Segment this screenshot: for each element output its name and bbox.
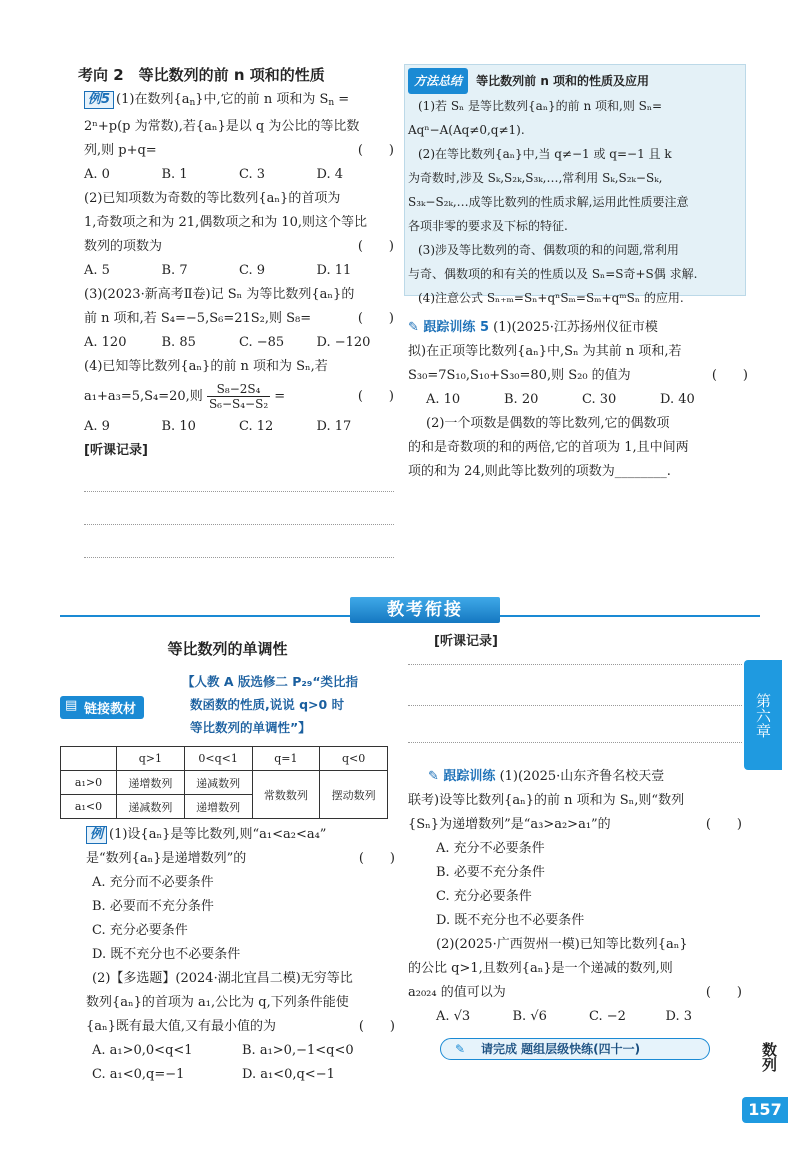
method-tag: 方法总结 [408, 68, 468, 94]
track-label: ✎ 跟踪训练 [428, 769, 496, 784]
ex-q2-options-ab [86, 1039, 395, 1063]
answer-paren: ( ) [705, 817, 742, 832]
option-c: C. 30 [582, 392, 617, 407]
method-p3-l1: (3)涉及等比数列的奇、偶数项的和的问题,常利用 [418, 243, 679, 257]
method-p2-l2: 为奇数时,涉及 Sₖ,S₂ₖ,S₃ₖ,…,常利用 Sₖ,S₂ₖ−Sₖ, [408, 171, 663, 185]
note-line[interactable] [408, 664, 742, 665]
page-number: 157 [742, 1097, 788, 1123]
ex-tag: 例 [86, 826, 107, 844]
track-q1-line1: ✎ 跟踪训练 (1)(2025·山东齐鲁名校天壹 [428, 769, 665, 784]
ex-q1-opt-b: B. 必要而不充分条件 [92, 899, 214, 914]
lower-right-column [408, 630, 742, 1029]
track-q2-options [408, 1005, 742, 1029]
option-c: C. 12 [239, 419, 274, 434]
option-a: A. a₁>0,0<q<1 [92, 1043, 193, 1058]
track5-q1-options [408, 388, 748, 412]
pencil-icon: ✎ [455, 1042, 466, 1056]
ex5-q3-line2: 前 n 项和,若 S₄=−5,S₆=21S₂,则 S₈= ( ) [84, 307, 394, 331]
track5-q2-line2: 的和是奇数项的和的两倍,它的首项为 1,且中间两 [408, 440, 689, 455]
option-a: A. 10 [426, 392, 461, 407]
option-c: C. 3 [239, 167, 266, 182]
chapter-side-tab[interactable]: 第六章 [744, 660, 782, 770]
ex5-q4-options [84, 415, 394, 439]
ex5-q3-options [84, 331, 394, 355]
option-a: A. 5 [84, 263, 110, 278]
notes-label-right: [听课记录] [434, 634, 498, 649]
track5-q2-line1: (2)一个项数是偶数的等比数列,它的偶数项 [426, 416, 670, 431]
ex-block [60, 823, 395, 1087]
option-d: D. 3 [665, 1009, 692, 1024]
method-p2-l3: S₃ₖ−S₂ₖ,…成等比数列的性质求解,运用此性质要注意 [408, 195, 689, 209]
ex-q2-line2: 数列{aₙ}的首项为 a₁,公比为 q,下列条件能使 [86, 995, 349, 1010]
option-d: D. 4 [316, 167, 343, 182]
answer-paren: ( ) [358, 1019, 395, 1034]
subject-label: 数列 [760, 1042, 778, 1072]
track-q2-line3: a₂₀₂₄ 的值可以为 ( ) [408, 981, 742, 1005]
note-line[interactable] [408, 705, 742, 706]
ex-q1-opt-a: A. 充分而不必要条件 [92, 875, 214, 890]
option-a: A. 120 [84, 335, 127, 350]
ex5-q2-line1: (2)已知项数为奇数的等比数列{aₙ}的首项为 [84, 191, 341, 206]
table-row: a₁>0 递增数列 递减数列 常数数列 摆动数列 [61, 771, 388, 795]
note-line[interactable] [408, 742, 742, 743]
monotonic-table [60, 746, 388, 819]
option-b: B. 10 [161, 419, 196, 434]
answer-paren: ( ) [711, 368, 748, 383]
track5-q2-line3: 项的和为 24,则此等比数列的项数为________. [408, 464, 671, 479]
ex-q1-opt-d: D. 既不充分也不必要条件 [92, 947, 241, 962]
option-d: D. 17 [316, 419, 352, 434]
track-q1-opt-b: B. 必要不充分条件 [436, 865, 545, 880]
ex5-q1-options [84, 163, 394, 187]
left-column [78, 62, 394, 558]
link-textbook-label: ▤ 链接教材 [60, 696, 144, 719]
option-a: A. √3 [436, 1009, 471, 1024]
method-p4-l1: (4)注意公式 Sₙ₊ₘ=Sₙ+qⁿSₘ=Sₘ+qᵐSₙ 的应用. [418, 291, 684, 305]
answer-paren: ( ) [358, 851, 395, 866]
method-title: 等比数列前 n 项和的性质及应用 [476, 74, 650, 88]
banner-title: 教考衔接 [350, 597, 500, 623]
link-row [60, 670, 395, 738]
answer-paren: ( ) [357, 239, 394, 254]
method-p1-l2: Aqⁿ−A(Aq≠0,q≠1). [408, 123, 525, 137]
option-c: C. 9 [239, 263, 266, 278]
answer-paren: ( ) [705, 985, 742, 1000]
ex-q2-line3: {aₙ}既有最大值,又有最小值的为 ( ) [86, 1015, 395, 1039]
option-d: D. a₁<0,q<−1 [242, 1067, 335, 1082]
ex-q2-options-cd [86, 1063, 395, 1087]
ex5-q1-line2: 2ⁿ+p(p 为常数),若{aₙ}是以 q 为公比的等比数 [84, 119, 360, 134]
track-q2-line1: (2)(2025·广西贺州一模)已知等比数列{aₙ} [436, 937, 688, 952]
option-d: D. 40 [660, 392, 695, 407]
monotonic-title: 等比数列的单调性 [167, 640, 288, 658]
method-p3-l2: 与奇、偶数项的和有关的性质以及 Sₙ=S奇+S偶 求解. [408, 267, 698, 281]
section-title: 考向 2 等比数列的前 n 项和的性质 [78, 66, 325, 84]
ex-q1-opt-c: C. 充分必要条件 [92, 923, 188, 938]
answer-paren: ( ) [357, 389, 394, 404]
option-d: D. −120 [316, 335, 371, 350]
track-q1-opt-a: A. 充分不必要条件 [436, 841, 545, 856]
option-b: B. a₁>0,−1<q<0 [242, 1043, 354, 1058]
notes-label: [听课记录] [84, 443, 148, 458]
book-icon: ▤ [65, 698, 78, 713]
method-p2-l1: (2)在等比数列{aₙ}中,当 q≠−1 或 q=−1 且 k [418, 147, 672, 161]
method-p1-l1: (1)若 Sₙ 是等比数列{aₙ}的前 n 项和,则 Sₙ= [418, 99, 663, 113]
track5-q1-line2: 拟)在正项等比数列{aₙ}中,Sₙ 为其前 n 项和,若 [408, 344, 682, 359]
right-column [408, 68, 748, 484]
answer-paren: ( ) [357, 143, 394, 158]
option-b: B. √6 [512, 1009, 547, 1024]
ex-q1-line2: 是“数列{aₙ}是递增数列”的 ( ) [86, 847, 395, 871]
ex5-q2-line2: 1,奇数项之和为 21,偶数项之和为 10,则这个等比 [84, 215, 368, 230]
track-q1-opt-d: D. 既不充分也不必要条件 [436, 913, 585, 928]
option-c: C. −2 [589, 1009, 626, 1024]
track5-q1-line1: ✎ 跟踪训练 5 (1)(2025·江苏扬州仪征市模 [408, 320, 658, 335]
ex5-q4-fraction: $\frac{\text{S₈−2S₄}}{\text{S₆−S₄−S₂}}$ [208, 382, 269, 411]
track-q1-line2: 联考)设等比数列{aₙ}的前 n 项和为 Sₙ,则“数列 [408, 793, 685, 808]
section-banner [60, 597, 760, 625]
track5-q1-line3: S₃₀=7S₁₀,S₁₀+S₃₀=80,则 S₂₀ 的值为 ( ) [408, 364, 748, 388]
option-a: A. 9 [84, 419, 110, 434]
option-d: D. 11 [316, 263, 352, 278]
ex5-q3-line1: (3)(2023·新高考Ⅱ卷)记 Sₙ 为等比数列{aₙ}的 [84, 287, 355, 302]
ex5-q2-line3: 数列的项数为 ( ) [84, 235, 394, 259]
ex5-q4-line1: (4)已知等比数列{aₙ}的前 n 项和为 Sₙ,若 [84, 359, 328, 374]
ex5-q1-line3: 列,则 p+q= ( ) [84, 139, 394, 163]
option-b: B. 20 [504, 392, 539, 407]
ex5-q1-line1: 例5 (1)在数列$\{a_n\}$中,它的前 n 项和为 $S_n$ = [84, 88, 394, 115]
option-b: B. 1 [161, 167, 188, 182]
track-q1-line3: {Sₙ}为递增数列”是“a₃>a₂>a₁”的 ( ) [408, 813, 742, 837]
ex5-tag: 例5 [84, 91, 114, 109]
ex-q2-line1: (2)【多选题】(2024·湖北宜昌二模)无穷等比 [92, 971, 353, 986]
option-b: B. 85 [161, 335, 196, 350]
method-p2-l4: 各项非零的要求及下标的特征. [408, 219, 568, 233]
lower-left-column [60, 636, 395, 1087]
table-header-row: q>1 0<q<1 q=1 q<0 [61, 747, 388, 771]
note-line[interactable] [84, 524, 394, 525]
track-q2-line2: 的公比 q>1,且数列{aₙ}是一个递减的数列,则 [408, 961, 673, 976]
option-c: C. −85 [239, 335, 285, 350]
option-b: B. 7 [161, 263, 188, 278]
option-a: A. 0 [84, 167, 110, 182]
answer-paren: ( ) [357, 311, 394, 326]
ex5-q4-line2: a₁+a₃=5,S₄=20,则 $\frac{\text{S₈−2S₄}}{\text{S₆−S₄−S₂}}$ = ( ) [84, 379, 394, 415]
textbook-ref: 【人教 A 版选修二 P₂₉“类比指 数函数的性质,说说 q>0 时 等比数列的单调性”】 [182, 674, 359, 735]
option-c: C. a₁<0,q=−1 [92, 1067, 185, 1082]
ex5-q2-options [84, 259, 394, 283]
track-q1-opt-c: C. 充分必要条件 [436, 889, 532, 904]
complete-exercise-button[interactable]: ✎ 请完成 题组层级快练(四十一) [440, 1038, 710, 1060]
method-header [408, 68, 748, 94]
note-line[interactable] [84, 491, 394, 492]
table-row: a₁<0 递减数列 递增数列 [61, 795, 388, 819]
note-line[interactable] [84, 557, 394, 558]
track5-label: ✎ 跟踪训练 5 [408, 320, 489, 335]
ex-q1-line1: 例 (1)设{aₙ}是等比数列,则“a₁<a₂<a₄” [86, 823, 395, 847]
